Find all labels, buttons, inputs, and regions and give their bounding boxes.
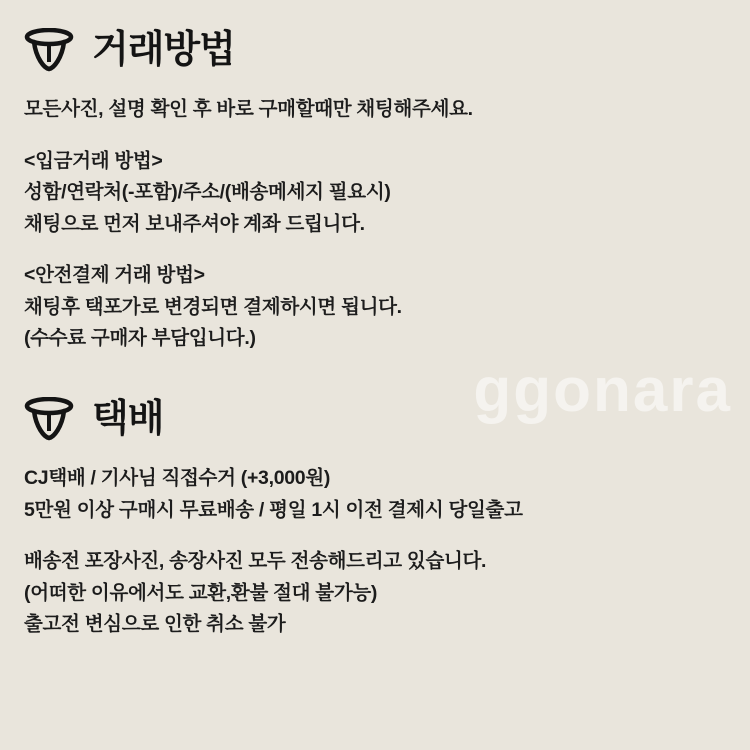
text-line: CJ택배 / 기사님 직접수거 (+3,000원) (24, 467, 331, 490)
text-line: 성함/연락처(-포함)/주소/(배송메세지 필요시) (24, 181, 391, 204)
section-body (24, 94, 726, 355)
spiral-phone-icon (24, 28, 74, 72)
section-title: 거래방법 (92, 29, 235, 71)
text-line: <입금거래 방법> (24, 149, 163, 172)
text-line: 출고전 변심으로 인한 취소 불가 (24, 613, 286, 636)
section-trade-method (24, 28, 726, 355)
section-title: 택배 (92, 398, 164, 441)
text-line: 모든사진, 설명 확인 후 바로 구매할때만 채팅해주세요. (24, 98, 473, 120)
text-line: (어떠한 이유에서도 교환,환불 절대 불가능) (24, 581, 378, 604)
section-header (24, 28, 726, 72)
watermark-text: ggonara (473, 356, 732, 425)
text-line: <안전결제 거래 방법> (24, 264, 205, 287)
text-line: 배송전 포장사진, 송장사진 모두 전송해드리고 있습니다. (24, 550, 487, 573)
section-body (24, 463, 726, 641)
section-delivery (24, 397, 726, 641)
text-line: 채팅후 택포가로 변경되면 결제하시면 됩니다. (24, 295, 402, 318)
text-line: (수수료 구매자 부담입니다.) (24, 327, 256, 350)
text-line: 5만원 이상 구매시 무료배송 / 평일 1시 이전 결제시 당일출고 (24, 498, 523, 521)
text-line: 채팅으로 먼저 보내주셔야 계좌 드립니다. (24, 212, 365, 235)
section-header (24, 397, 726, 441)
spiral-phone-icon (24, 397, 74, 441)
